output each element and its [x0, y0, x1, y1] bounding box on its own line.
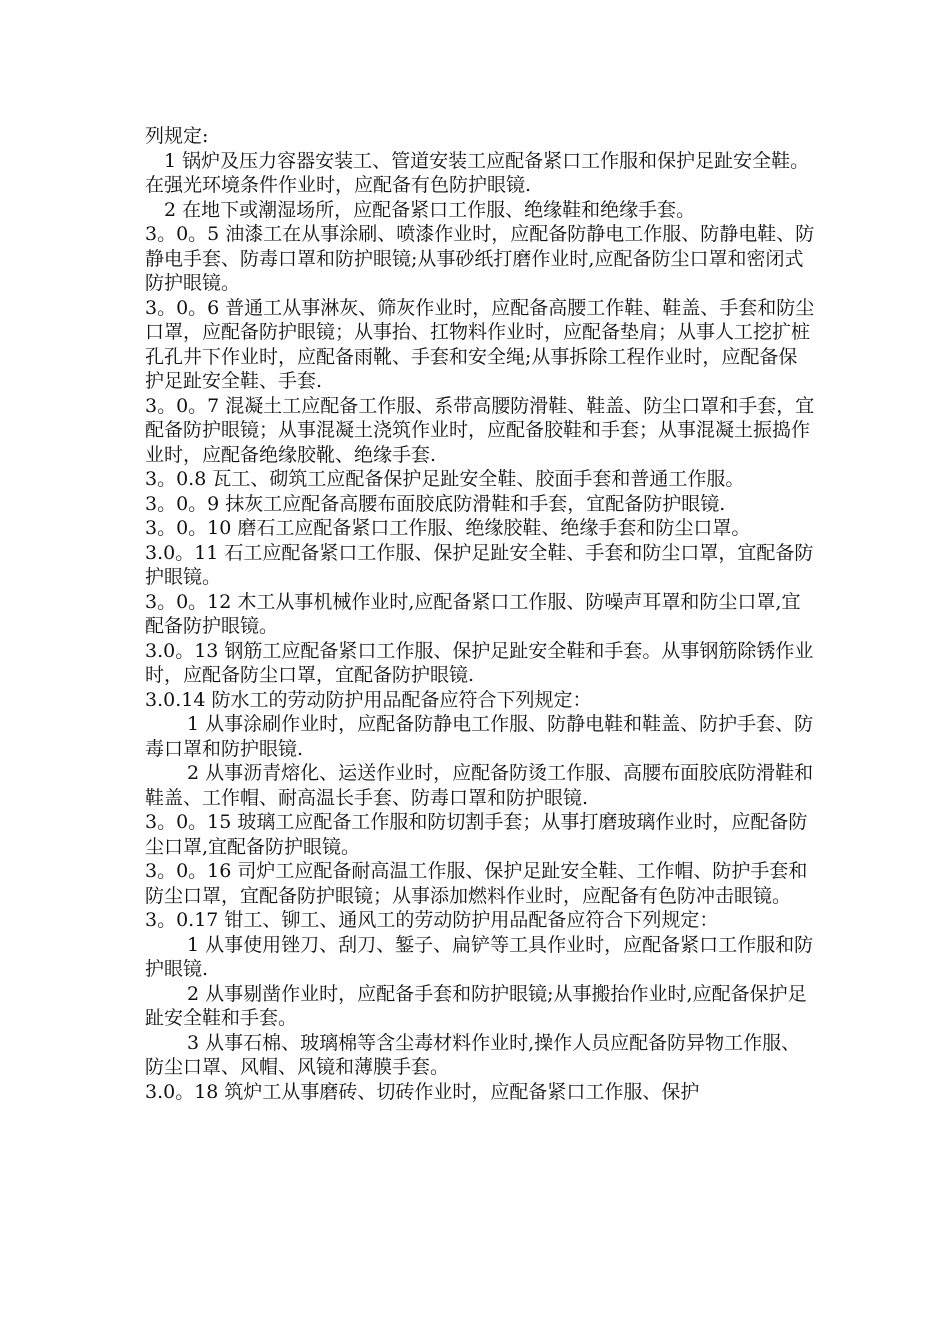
- paragraph: 3.0.14 防水工的劳动防护用品配备应符合下列规定：: [145, 688, 592, 711]
- paragraph: 1 从事涂刷作业时，应配备防静电工作服、防静电鞋和鞋盖、防护手套、防毒口罩和防护眼镜.: [145, 713, 814, 760]
- paragraph: 3 从事石棉、玻璃棉等含尘毒材料作业时,操作人员应配备防异物工作服、防尘口罩、风帽、风镜和薄膜手套。: [145, 1031, 801, 1078]
- document-body: [145, 124, 815, 1104]
- paragraph: 2 在地下或潮湿场所，应配备紧口工作服、绝缘鞋和绝缘手套。: [164, 198, 696, 221]
- paragraph: 1 锅炉及压力容器安装工、管道安装工应配备紧口工作服和保护足趾安全鞋。在强光环境条件作业时，应配备有色防护眼镜.: [145, 149, 810, 196]
- paragraph: 1 从事使用锉刀、刮刀、錾子、扁铲等工具作业时，应配备紧口工作服和防护眼镜.: [145, 933, 814, 980]
- paragraph: 3.0。13 钢筋工应配备紧口工作服、保护足趾安全鞋和手套。从事钢筋除锈作业时，应配备防尘口罩，宜配备防护眼镜.: [145, 639, 814, 686]
- paragraph: 3。0。9 抹灰工应配备高腰布面胶底防滑鞋和手套，宜配备防护眼镜.: [145, 492, 726, 515]
- paragraph: 2 从事沥青熔化、运送作业时，应配备防烫工作服、高腰布面胶底防滑鞋和鞋盖、工作帽、耐高温长手套、防毒口罩和防护眼镜.: [145, 762, 814, 809]
- paragraph: 3。0.17 钳工、铆工、通风工的劳动防护用品配备应符合下列规定：: [145, 909, 719, 931]
- paragraph: 列规定:: [145, 125, 209, 147]
- paragraph: 3。0。6 普通工从事淋灰、筛灰作业时，应配备高腰工作鞋、鞋盖、手套和防尘口罩，应配备防护眼镜；从事抬、扛物料作业时，应配备垫肩；从事人工挖扩桩孔孔井下作业时，应配备雨靴、手套和安全绳;从事拆除工程作业时，应配备保护足趾安全鞋、手套.: [145, 296, 815, 392]
- paragraph: 3。0。12 木工从事机械作业时,应配备紧口工作服、防噪声耳罩和防尘口罩,宜配备防护眼镜。: [145, 590, 801, 637]
- paragraph: 3。0。10 磨石工应配备紧口工作服、绝缘胶鞋、绝缘手套和防尘口罩。: [145, 517, 751, 539]
- paragraph: 3。0.8 瓦工、砌筑工应配备保护足趾安全鞋、胶面手套和普通工作服。: [145, 468, 745, 490]
- paragraph: 3。0。5 油漆工在从事涂刷、喷漆作业时，应配备防静电工作服、防静电鞋、防静电手套、防毒口罩和防护眼镜;从事砂纸打磨作业时,应配备防尘口罩和密闭式防护眼镜。: [145, 223, 815, 294]
- paragraph: 3。0。16 司炉工应配备耐高温工作服、保护足趾安全鞋、工作帽、防护手套和防尘口罩，宜配备防护眼镜；从事添加燃料作业时，应配备有色防冲击眼镜。: [145, 860, 808, 907]
- paragraph: 3。0。7 混凝土工应配备工作服、系带高腰防滑鞋、鞋盖、防尘口罩和手套，宜配备防护眼镜；从事混凝土浇筑作业时，应配备胶鞋和手套；从事混凝土振捣作业时，应配备绝缘胶靴、绝缘手套.: [145, 394, 815, 466]
- paragraph: 3.0。18 筑炉工从事磨砖、切砖作业时，应配备紧口工作服、保护: [145, 1080, 700, 1103]
- paragraph: 2 从事剔凿作业时，应配备手套和防护眼镜;从事搬抬作业时,应配备保护足趾安全鞋和手套。: [145, 982, 807, 1029]
- paragraph: 3.0。11 石工应配备紧口工作服、保护足趾安全鞋、手套和防尘口罩，宜配备防护眼镜。: [145, 541, 814, 588]
- paragraph: 3。0。15 玻璃工应配备工作服和防切割手套；从事打磨玻璃作业时，应配备防尘口罩,宜配备防护眼镜。: [145, 811, 808, 858]
